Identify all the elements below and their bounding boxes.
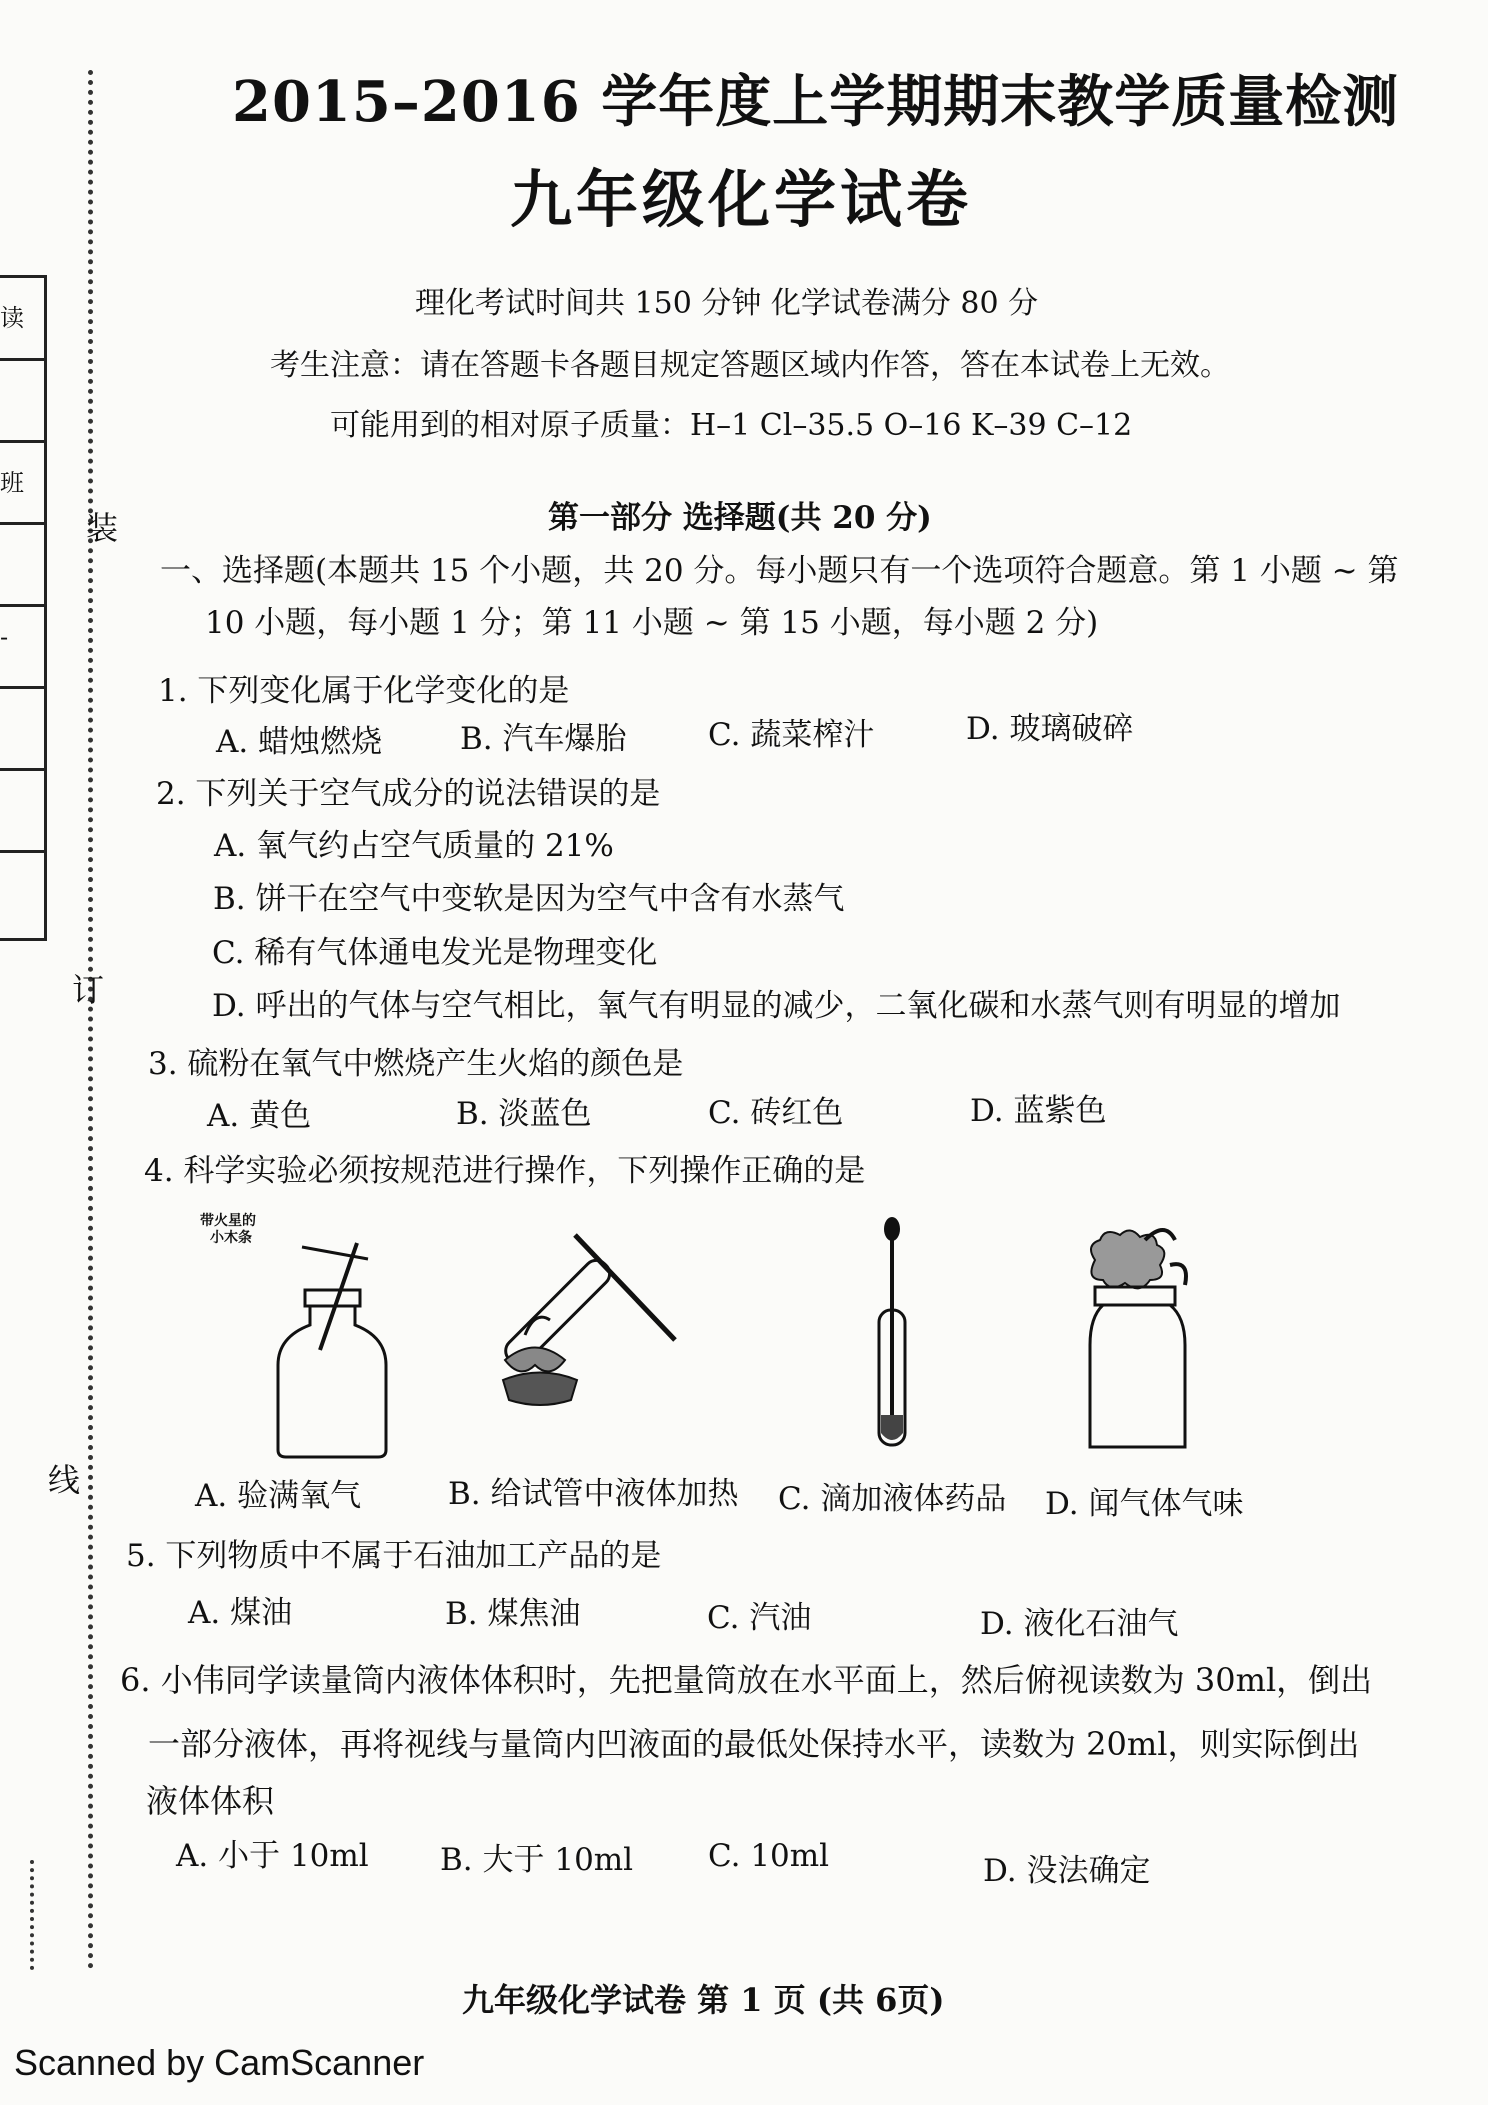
option-c: C. 蔬菜榨汁 <box>708 717 875 753</box>
page-footer: 九年级化学试卷 第 1 页 (共 6页) <box>462 1981 945 2019</box>
paper-title: 九年级化学试卷 <box>510 163 973 236</box>
table-char: 读 <box>0 304 24 332</box>
atomic-masses: 可能用到的相对原子质量：H–1 Cl–35.5 O–16 K–39 C–12 <box>330 408 1133 443</box>
table-char: 班 <box>0 469 24 497</box>
binding-dotted-line-lower <box>30 1860 34 1970</box>
section-title: 第一部分 选择题(共 20 分) <box>548 500 932 536</box>
option-c: C. 砖红色 <box>708 1095 844 1131</box>
figure-b-heating-tube-icon <box>495 1215 695 1425</box>
option-b: B. 饼干在空气中变软是因为空气中含有水蒸气 <box>213 881 845 917</box>
option-d: D. 没法确定 <box>983 1853 1151 1889</box>
question-stem: 1. 下列变化属于化学变化的是 <box>158 673 570 709</box>
question-stem: 6. 小伟同学读量筒内液体体积时，先把量筒放在水平面上，然后俯视读数为 30ml，倒出 <box>120 1661 1373 1699</box>
option-b: B. 给试管中液体加热 <box>448 1476 739 1512</box>
question-stem: 液体体积 <box>146 1782 275 1820</box>
option-c: C. 稀有气体通电发光是物理变化 <box>212 935 658 971</box>
figure-d-smell-gas-icon <box>1075 1225 1205 1455</box>
section-instruction: 10 小题，每小题 1 分；第 11 小题 ~ 第 15 小题，每小题 2 分) <box>205 605 1099 641</box>
table-char: - <box>0 623 9 651</box>
figure-label: 带火星的 小木条 <box>200 1213 256 1246</box>
section-instruction: 一、选择题(本题共 15 个小题，共 20 分。每小题只有一个选项符合题意。第 1 小题 ~ 第 <box>160 553 1399 589</box>
question-stem: 2. 下列关于空气成分的说法错误的是 <box>156 776 661 812</box>
option-b: B. 汽车爆胎 <box>460 721 627 757</box>
question-stem: 5. 下列物质中不属于石油加工产品的是 <box>126 1538 662 1574</box>
figure-c-dropper-icon <box>862 1215 922 1455</box>
camscanner-watermark: Scanned by CamScanner <box>14 2042 425 2083</box>
question-stem: 4. 科学实验必须按规范进行操作，下列操作正确的是 <box>144 1153 866 1189</box>
exam-notice: 考生注意：请在答题卡各题目规定答题区域内作答，答在本试卷上无效。 <box>270 348 1230 383</box>
option-b: B. 淡蓝色 <box>456 1096 592 1132</box>
exam-time-info: 理化考试时间共 150 分钟 化学试卷满分 80 分 <box>415 286 1039 321</box>
option-a: A. 小于 10ml <box>176 1838 369 1874</box>
exam-title: 2015–2016 学年度上学期期末教学质量检测 <box>232 69 1400 135</box>
option-a: A. 蜡烛燃烧 <box>216 724 383 760</box>
binding-char-zhuang: 装 <box>86 509 119 547</box>
option-a: A. 验满氧气 <box>195 1478 362 1514</box>
question-stem: 3. 硫粉在氧气中燃烧产生火焰的颜色是 <box>148 1046 684 1082</box>
option-c: C. 10ml <box>708 1838 830 1874</box>
option-a: A. 氧气约占空气质量的 21% <box>214 828 614 864</box>
option-b: B. 煤焦油 <box>445 1596 581 1632</box>
option-d: D. 玻璃破碎 <box>966 711 1134 747</box>
option-d: D. 蓝紫色 <box>970 1093 1107 1129</box>
option-c: C. 滴加液体药品 <box>778 1481 1007 1517</box>
option-d: D. 闻气体气味 <box>1045 1486 1244 1522</box>
student-info-table <box>0 275 47 941</box>
binding-char-ding: 订 <box>72 971 105 1009</box>
option-d: D. 液化石油气 <box>980 1606 1179 1642</box>
option-b: B. 大于 10ml <box>440 1842 634 1878</box>
figure-a-oxygen-check-icon <box>260 1225 400 1460</box>
option-a: A. 黄色 <box>207 1098 312 1134</box>
binding-char-xian: 线 <box>48 1461 81 1499</box>
question-stem: 一部分液体，再将视线与量筒内凹液面的最低处保持水平，读数为 20ml，则实际倒出 <box>148 1725 1360 1763</box>
option-d: D. 呼出的气体与空气相比，氧气有明显的减少，二氧化碳和水蒸气则有明显的增加 <box>212 988 1341 1024</box>
option-a: A. 煤油 <box>188 1595 293 1631</box>
binding-dotted-line <box>88 70 93 1970</box>
option-c: C. 汽油 <box>707 1600 812 1636</box>
